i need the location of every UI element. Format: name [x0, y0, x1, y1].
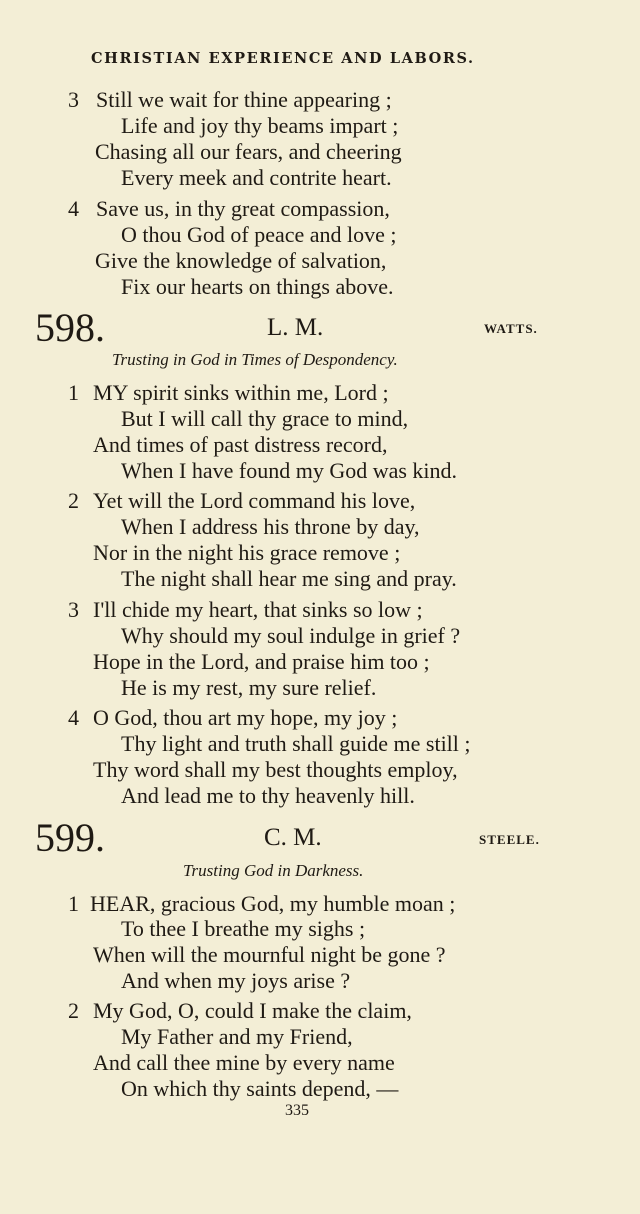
verse-line: Give the knowledge of salvation,: [95, 248, 387, 273]
verse-line: When I have found my God was kind.: [121, 458, 458, 483]
hymn-author: WATTS.: [484, 321, 538, 336]
verse-line: When I address his throne by day,: [121, 514, 420, 539]
verse-number: 4: [68, 196, 79, 221]
verse-line: Life and joy thy beams impart ;: [121, 113, 399, 138]
verse-line: Thy light and truth shall guide me still ;: [121, 731, 471, 756]
verse-number: 2: [68, 998, 79, 1023]
hymn-author: STEELE.: [479, 832, 540, 847]
verse-line: And when my joys arise ?: [121, 968, 351, 993]
verse-line: Why should my soul indulge in grief ?: [121, 623, 461, 648]
hymn-meter: C. M.: [264, 824, 322, 851]
verse-line: And lead me to thy heavenly hill.: [121, 783, 415, 808]
hymn-subtitle: Trusting in God in Times of Despondency.: [112, 350, 398, 369]
verse-number: 1: [68, 891, 79, 916]
verse-line: My Father and my Friend,: [121, 1024, 353, 1049]
verse-line: To thee I breathe my sighs ;: [121, 916, 366, 941]
hymn-subtitle: Trusting God in Darkness.: [183, 861, 364, 880]
hymn-number: 599.: [35, 815, 105, 860]
verse-number: 4: [68, 705, 79, 730]
verse-line: Fix our hearts on things above.: [121, 274, 394, 299]
hymn-meter: L. M.: [267, 314, 324, 341]
verse-line: The night shall hear me sing and pray.: [121, 566, 457, 591]
page-number: 335: [285, 1102, 309, 1119]
verse-line: Every meek and contrite heart.: [121, 165, 392, 190]
verse-number: 3: [68, 87, 79, 112]
verse-line: O thou God of peace and love ;: [121, 222, 397, 247]
verse-line: Thy word shall my best thoughts employ,: [93, 757, 458, 782]
verse-line: Chasing all our fears, and cheering: [95, 139, 402, 164]
verse-number: 3: [68, 597, 79, 622]
verse-line: On which thy saints depend, —: [121, 1076, 399, 1101]
running-head: CHRISTIAN EXPERIENCE AND LABORS.: [91, 50, 475, 67]
verse-line: And call thee mine by every name: [93, 1050, 395, 1075]
verse-line: But I will call thy grace to mind,: [121, 406, 409, 431]
hymn-number: 598.: [35, 305, 105, 350]
verse-number: 1: [68, 380, 79, 405]
verse-line: Hope in the Lord, and praise him too ;: [93, 649, 430, 674]
hymnal-page: CHRISTIAN EXPERIENCE AND LABORS. 3 Still we wait for thine appearing ; Life and joy thy beams impart ; Chasing all our fears, and cheering Every meek and contrite heart. 4 Save us, in thy great compassion, O thou God of peace and love ; Give the knowledge of salvation, Fix our hearts on things above. 598. L. M. WATTS. Trusting in God in Times of Despondency. 1 MY spirit sinks within me, Lord ; But I will call thy grace to mind, And times of past distress record, When I have found my God was kind. 2 Yet will the Lord command his love, When I address his throne by day, Nor in the night his grace remove ; The night shall hear me sing and pray. 3 I'll chide my heart, that sinks so low ; Why should my soul indulge in grief ? Hope in the Lord, and praise him too ; He is my rest, my sure relief. 4 O God, thou art my hope, my joy ; Thy light and truth shall guide me still ; Thy word shall my best thoughts employ, And lead me to thy heavenly hill. 599. C. M. STEELE. Trusting God in Darkness. 1 HEAR, gracious God, my humble moan ; To thee I breathe my sighs ; When will the mournful night be gone ? And when my joys arise ? 2 My God, O, could I make the claim, My Father and my Friend, And call thee mine by every name On which thy saints depend, — 335: [35, 50, 540, 1119]
verse-line: And times of past distress record,: [93, 432, 388, 457]
verse-line: Nor in the night his grace remove ;: [93, 540, 401, 565]
verse-line: He is my rest, my sure relief.: [121, 675, 377, 700]
verse-number: 2: [68, 488, 79, 513]
verse-line: When will the mournful night be gone ?: [93, 942, 446, 967]
